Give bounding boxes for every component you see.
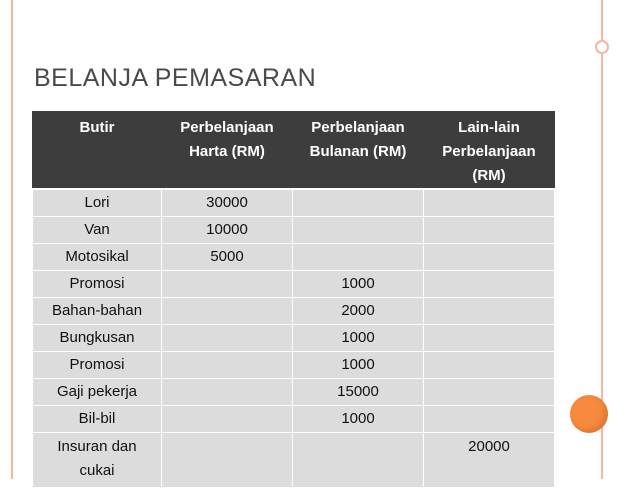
cell-bulanan: 1000 xyxy=(293,325,424,352)
cell-butir: Motosikal xyxy=(33,244,162,271)
cell-bulanan: 1000 xyxy=(293,352,424,379)
header-line: Lain-lain xyxy=(458,119,520,136)
cell-butir: Promosi xyxy=(33,271,162,298)
cell-bulanan: 1000 xyxy=(293,406,424,433)
cell-lain xyxy=(424,325,555,352)
header-lain-lain xyxy=(424,112,555,190)
table-row xyxy=(33,298,555,325)
header-line: Butir xyxy=(79,119,115,136)
cell-butir xyxy=(33,433,162,488)
cell-harta xyxy=(162,325,293,352)
cell-lain: 20000 xyxy=(424,433,555,488)
header-line: Perbelanjaan xyxy=(442,143,536,160)
cell-lain xyxy=(424,189,555,217)
table-row xyxy=(33,217,555,244)
table-row xyxy=(33,433,555,488)
slide-title: BELANJA PEMASARAN xyxy=(34,64,317,92)
cell-line: Insuran dan xyxy=(57,438,137,455)
header-perbelanjaan-bulanan xyxy=(293,112,424,190)
cell-lain xyxy=(424,298,555,325)
cell-lain xyxy=(424,352,555,379)
header-line: Perbelanjaan xyxy=(180,119,274,136)
cell-lain xyxy=(424,271,555,298)
cell-lain xyxy=(424,244,555,271)
table-row xyxy=(33,352,555,379)
cell-lain xyxy=(424,406,555,433)
table-row xyxy=(33,406,555,433)
cell-harta: 30000 xyxy=(162,189,293,217)
cell-bulanan xyxy=(293,217,424,244)
table-row xyxy=(33,244,555,271)
cell-butir: Van xyxy=(33,217,162,244)
table-row xyxy=(33,271,555,298)
header-perbelanjaan-harta xyxy=(162,112,293,190)
header-line: (RM) xyxy=(472,167,506,184)
cell-bulanan xyxy=(293,433,424,488)
cell-butir: Bil-bil xyxy=(33,406,162,433)
table-row xyxy=(33,325,555,352)
decorative-orange-circle-icon xyxy=(570,395,608,433)
cell-butir: Bahan-bahan xyxy=(33,298,162,325)
cell-bulanan: 2000 xyxy=(293,298,424,325)
cell-butir: Gaji pekerja xyxy=(33,379,162,406)
cell-lain xyxy=(424,379,555,406)
cell-bulanan xyxy=(293,189,424,217)
cell-harta xyxy=(162,379,293,406)
header-butir xyxy=(33,112,162,190)
cell-butir: Lori xyxy=(33,189,162,217)
cell-bulanan: 15000 xyxy=(293,379,424,406)
cell-harta xyxy=(162,352,293,379)
cell-butir: Bungkusan xyxy=(33,325,162,352)
slide-frame-left-line xyxy=(11,0,13,479)
cell-bulanan xyxy=(293,244,424,271)
table-row xyxy=(33,189,555,217)
cell-harta xyxy=(162,433,293,488)
decorative-ring-icon xyxy=(595,40,609,54)
table-header-row xyxy=(33,112,555,190)
table-row xyxy=(33,379,555,406)
cell-bulanan: 1000 xyxy=(293,271,424,298)
header-line: Harta (RM) xyxy=(189,143,265,160)
header-line: Bulanan (RM) xyxy=(309,143,407,160)
cell-butir: Promosi xyxy=(33,352,162,379)
cell-harta xyxy=(162,298,293,325)
cell-lain xyxy=(424,217,555,244)
cell-harta xyxy=(162,406,293,433)
cell-harta: 5000 xyxy=(162,244,293,271)
cell-harta xyxy=(162,271,293,298)
cell-line: cukai xyxy=(79,462,115,479)
cell-harta: 10000 xyxy=(162,217,293,244)
header-line: Perbelanjaan xyxy=(311,119,405,136)
expense-table xyxy=(32,111,555,488)
